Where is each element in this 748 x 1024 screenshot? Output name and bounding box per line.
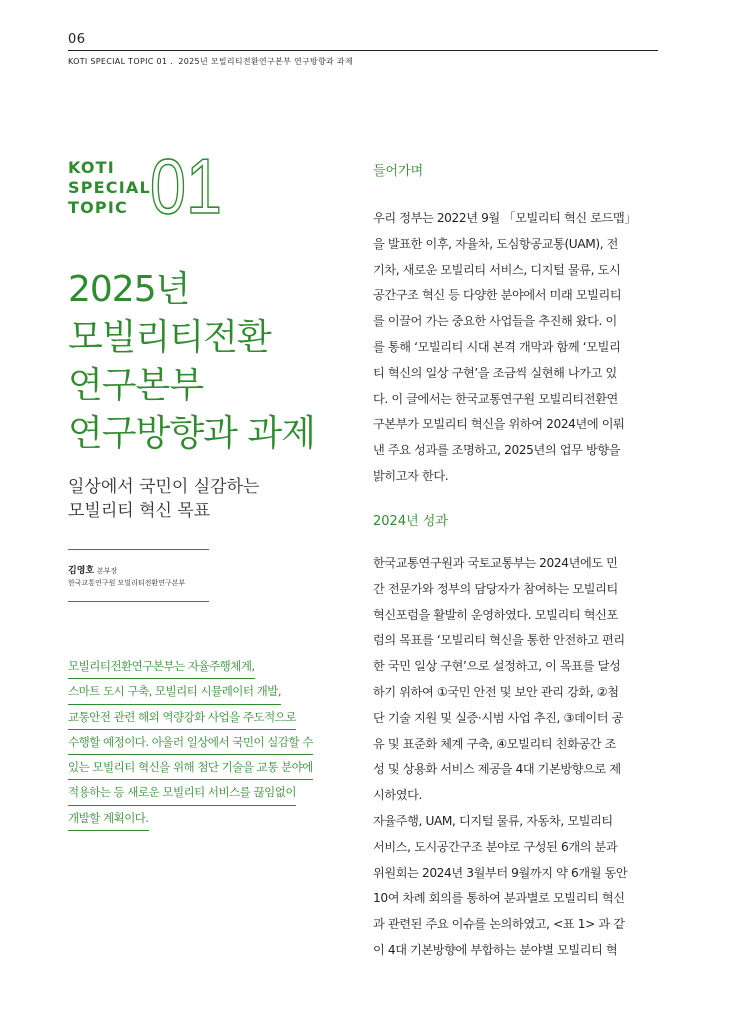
body-line: 한국교통연구원과 국토교통부는 2024년에도 민: [373, 556, 618, 570]
body-line: 티 혁신의 일상 구현’을 조금씩 실현해 나가고 있: [373, 365, 617, 380]
body-line: 을 발표한 이후, 자율차, 도심항공교통(UAM), 전: [373, 236, 619, 251]
abstract-line: 개발할 계획이다.: [68, 806, 149, 831]
body-line: 럼의 목표를 ‘모빌리티 혁신을 통한 안전하고 편리: [373, 633, 625, 648]
abstract-line: 스마트 도시 구축, 모빌리티 시뮬레이터 개발,: [68, 679, 281, 704]
body-line: 시하였다.: [373, 788, 422, 803]
title-line: 2025년: [68, 269, 190, 310]
body-line: 낸 주요 성과를 조명하고, 2025년의 업무 방향을: [373, 443, 621, 458]
body-line: 과 관련된 주요 이슈를 논의하였고, <표 1> 과 같: [373, 917, 625, 932]
body-line: 10여 차례 회의를 통하여 분과별로 모빌리티 혁신: [373, 891, 625, 906]
abstract-line: 모빌리티전환연구본부는 자율주행체계,: [68, 654, 255, 679]
topic-label-line: TOPIC: [68, 198, 128, 217]
author-divider-bottom: [68, 601, 209, 602]
body-line: 를 통해 ‘모빌리티 시대 본격 개막과 함께 ‘모빌리: [373, 339, 621, 354]
section-achievements: [373, 510, 661, 529]
article-title: [68, 266, 315, 458]
topic-number: [150, 142, 222, 230]
body-line: 성 및 상용화 서비스 제공을 4대 기본방향으로 제: [373, 762, 621, 777]
section-intro-body: [373, 206, 661, 490]
author-divider-top: [68, 549, 209, 550]
section-heading: 2024년 성과: [373, 514, 448, 529]
abstract-line: 교통안전 관련 해외 역량강화 사업을 주도적으로: [68, 705, 296, 730]
body-line: 위원회는 2024년 3월부터 9월까지 약 6개월 동안: [373, 865, 628, 880]
running-title: KOTI SPECIAL TOPIC 01 ．2025년 모빌리티전환연구본부 연구방향과 과제: [68, 57, 353, 66]
body-line: 서비스, 도시공간구조 분야로 구성된 6개의 분과: [373, 839, 618, 854]
body-line: 단 기술 지원 및 실증·시범 사업 추진, ③데이터 공: [373, 710, 623, 725]
topic-label-line: KOTI: [68, 158, 115, 177]
body-line: 공간구조 혁신 등 다양한 분야에서 미래 모빌리티: [373, 288, 622, 303]
abstract: [68, 654, 358, 831]
body-line: 하기 위하여 ①국민 안전 및 보안 관리 강화, ②첨: [373, 684, 619, 699]
section-intro: [373, 160, 661, 179]
section-achievements-body: [373, 551, 661, 964]
author-byline: [68, 563, 117, 576]
article-subtitle: [68, 475, 259, 523]
page-number: 06: [68, 32, 86, 47]
body-line: 자율주행, UAM, 디지털 물류, 자동차, 모빌리티: [373, 813, 613, 828]
topic-label: [68, 158, 151, 218]
body-line: 간 전문가와 정부의 담당자가 참여하는 모빌리티: [373, 581, 618, 596]
body-line: 유 및 표준화 체계 구축, ④모빌리티 친화공간 조: [373, 736, 617, 751]
subtitle-line: 모빌리티 혁신 목표: [68, 501, 211, 521]
topic-label-line: SPECIAL: [68, 178, 151, 197]
body-line: 혁신포럼을 활발히 운영하였다. 모빌리티 혁신포: [373, 607, 618, 622]
body-line: 우리 정부는 2022년 9월 「모빌리티 혁신 로드맵」: [373, 211, 637, 225]
author-role: 본부장: [96, 567, 118, 575]
topic-number-text: 01: [150, 142, 222, 230]
abstract-line: 적용하는 등 새로운 모빌리티 서비스를 끊임없이: [68, 780, 296, 805]
header-divider: [68, 50, 658, 51]
title-line: 연구방향과 과제: [68, 413, 315, 454]
section-heading: 들어가며: [373, 164, 424, 179]
subtitle-line: 일상에서 국민이 실감하는: [68, 477, 260, 497]
body-line: 기차, 새로운 모빌리티 서비스, 디지털 물류, 도시: [373, 262, 621, 277]
body-line: 한 국민 일상 구현’으로 설정하고, 이 목표를 달성: [373, 659, 621, 674]
abstract-line: 수행할 예정이다. 아울러 일상에서 국민이 실감할 수: [68, 730, 313, 755]
body-line: 를 이끌어 가는 중요한 사업들을 추진해 왔다. 이: [373, 314, 617, 329]
author-department: 한국교통연구원 모빌리티전환연구본부: [68, 579, 186, 587]
body-line: 다. 이 글에서는 한국교통연구원 모빌리티전환연: [373, 391, 618, 406]
title-line: 연구본부: [68, 365, 204, 406]
body-line: 이 4대 기본방향에 부합하는 분야별 모빌리티 혁: [373, 942, 618, 957]
body-line: 구본부가 모빌리티 혁신을 위하여 2024년에 이뤄: [373, 417, 625, 432]
abstract-line: 있는 모빌리티 혁신을 위해 첨단 기술을 교통 분야에: [68, 755, 313, 780]
title-line: 모빌리티전환: [68, 317, 271, 358]
author-name: 김영호: [68, 566, 95, 576]
body-line: 밝히고자 한다.: [373, 468, 449, 483]
